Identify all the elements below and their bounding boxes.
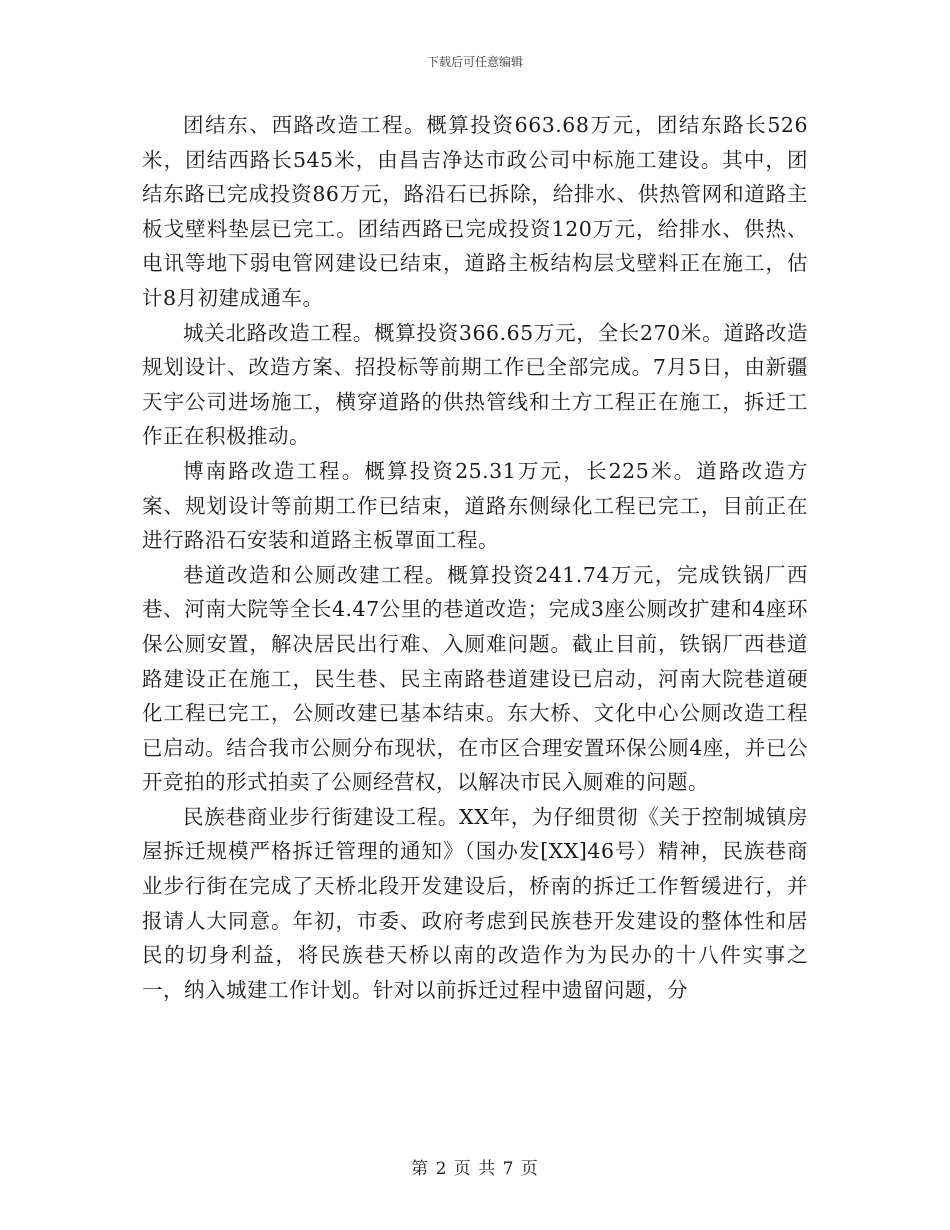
paragraph-chengguan-north-road: 城关北路改造工程。概算投资366.65万元，全长270米。道路改造规划设计、改造方案、招投标等前期工作已全部完成。7月5日，由新疆天宇公司进场施工，横穿道路的供热管线和土方工程正在施工，拆迁工作正在积极推动。 (142, 320, 808, 449)
paragraph-alley-toilet: 巷道改造和公厕改建工程。概算投资241.74万元，完成铁锅厂西巷、河南大院等全长4.47公里的巷道改造；完成3座公厕改扩建和4座环保公厕安置，解决居民出行难、入厕难问题。截止目前，铁锅厂西巷道路建设正在施工，民生巷、民主南路巷道建设已启动，河南大院巷道硬化工程已完工，公厕改建已基本结束。东大桥、文化中心公厕改造工程已启动。结合我市公厕分布现状，在市区合理安置环保公厕4座，并已公开竞拍的形式拍卖了公厕经营权，以解决市民入厕难的问题。 (142, 562, 808, 795)
paragraph-tuanjie-road: 团结东、西路改造工程。概算投资663.68万元，团结东路长526米，团结西路长545米，由昌吉净达市政公司中标施工建设。其中，团结东路已完成投资86万元，路沿石已拆除，给排水、供热管网和道路主板戈壁料垫层已完工。团结西路已完成投资120万元，给排水、供热、电讯等地下弱电管网建设已结束，道路主板结构层戈壁料正在施工，估计8月初建成通车。 (142, 113, 808, 310)
page-header: 下载后可任意编辑 (426, 55, 523, 69)
paragraph-bonan-road: 博南路改造工程。概算投资25.31万元，长225米。道路改造方案、规划设计等前期工作已结束，道路东侧绿化工程已完工，目前正在进行路沿石安装和道路主板罩面工程。 (142, 458, 808, 553)
paragraph-minzu-alley: 民族巷商业步行街建设工程。XX年，为仔细贯彻《关于控制城镇房屋拆迁规模严格拆迁管理的通知》（国办发[XX]46号）精神，民族巷商业步行街在完成了天桥北段开发建设后，桥南的拆迁工作暂缓进行，并报请人大同意。年初，市委、政府考虑到民族巷开发建设的整体性和居民的切身利益，将民族巷天桥以南的改造作为为民办的十八件实事之一，纳入城建工作计划。针对以前拆迁过程中遗留问题，分 (142, 804, 808, 1002)
document-body (142, 108, 808, 1007)
page-footer: 第 2 页 共 7 页 (411, 1159, 539, 1179)
